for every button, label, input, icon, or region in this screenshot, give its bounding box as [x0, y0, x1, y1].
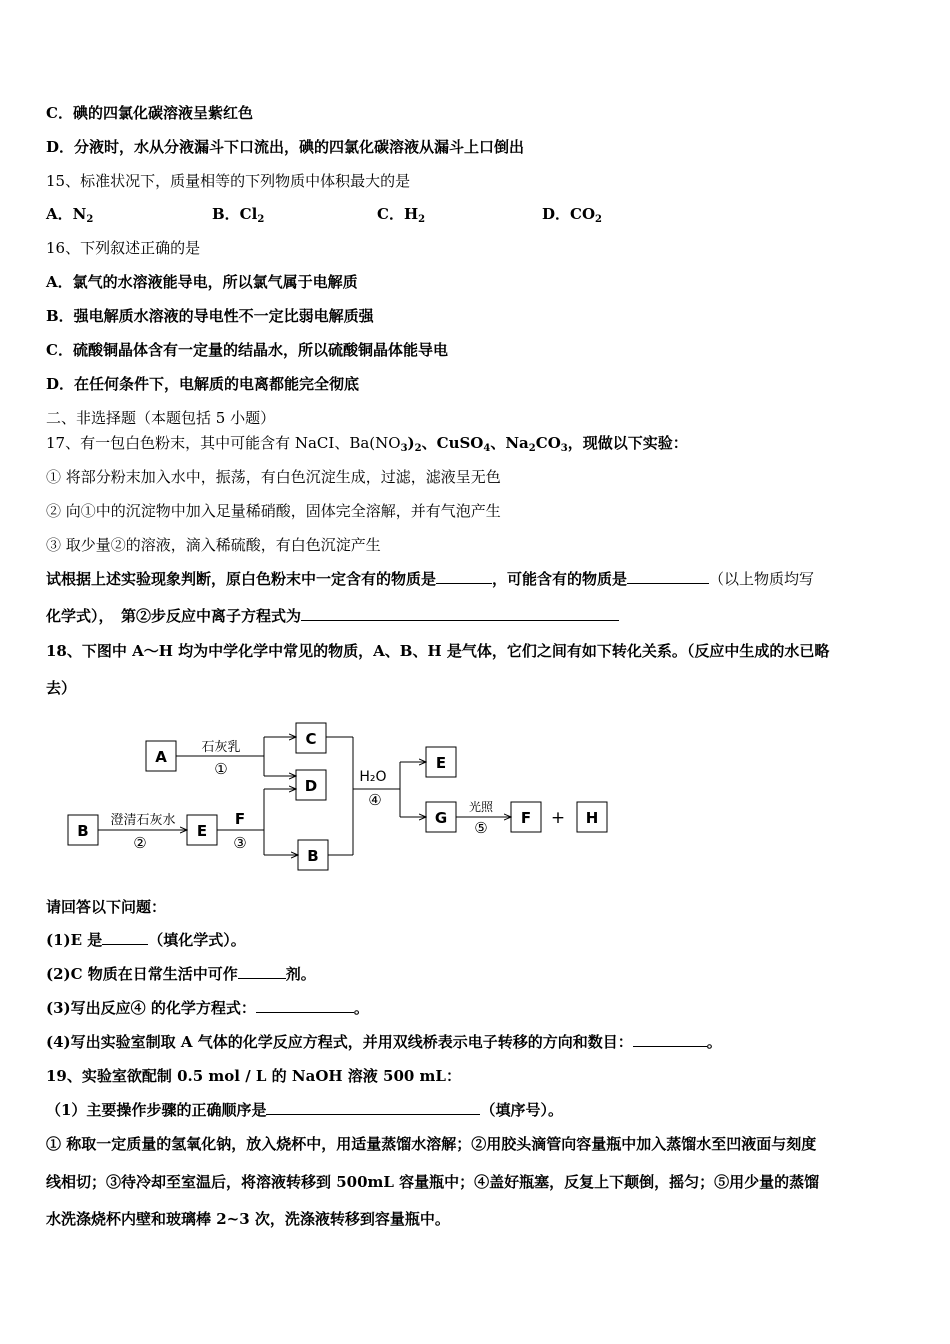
q15-stem: 15、标准状况下，质量相等的下列物质中体积最大的是	[46, 172, 411, 190]
label-water: H₂O	[359, 769, 387, 785]
q14-option-d: D．分液时，水从分液漏斗下口流出，碘的四氯化碳溶液从漏斗上口倒出	[46, 138, 525, 156]
label-E: E	[435, 754, 447, 772]
q15-option-a: A．$N_2$	[46, 205, 94, 225]
q16-option-a: A．氯气的水溶液能导电，所以氯气属于电解质	[46, 273, 358, 291]
label-H: H	[585, 809, 599, 827]
q15-option-c: C．$H_2$	[377, 205, 426, 225]
q19-paragraph-line-2: 线相切；③待冷却至室温后，将溶液转移到 500mL 容量瓶中；④盖好瓶塞，反复上下颠倒，摇匀；⑤用少量的蒸馏	[46, 1173, 820, 1191]
label-F: F	[520, 809, 532, 827]
q18-prompt: 请回答以下问题：	[46, 898, 167, 916]
q16-option-c: C．硫酸铜晶体含有一定量的结晶水，所以硫酸铜晶体能导电	[46, 341, 448, 359]
label-E: E	[196, 822, 208, 840]
q18-sub-2: (2)C 物质在日常生活中可作 剂。	[46, 965, 316, 983]
answer-blank[interactable]	[266, 1100, 480, 1115]
label-B: B	[307, 847, 319, 865]
step-1-marker: ①	[214, 760, 228, 778]
q19-stem: 19、实验室欲配制 0.5 mol / L 的 NaOH 溶液 500 mL：	[46, 1067, 461, 1085]
q15-option-b: B．$Cl_2$	[212, 205, 265, 225]
step-3-marker: ③	[233, 834, 247, 852]
q15-option-d: D．$CO_2$	[542, 205, 602, 225]
q16-option-b: B．强电解质水溶液的导电性不一定比弱电解质强	[46, 307, 374, 325]
step-5-marker: ⑤	[474, 819, 488, 837]
q18-stem-1: 18、下图中 A～H 均为中学化学中常见的物质，A、B、H 是气体，它们之间有如下转化关系。（反应中生成的水已略	[46, 642, 830, 660]
answer-blank[interactable]	[238, 964, 286, 979]
q16-option-d: D．在任何条件下，电解质的电离都能完全彻底	[46, 375, 360, 393]
step-4-marker: ④	[368, 791, 382, 809]
label-C: C	[305, 730, 317, 748]
q19-paragraph-line-3: 水洗涤烧杯内壁和玻璃棒 2~3 次，洗涤液转移到容量瓶中。	[46, 1210, 450, 1228]
q17-step-1: ① 将部分粉末加入水中，振荡，有白色沉淀生成，过滤，滤液呈无色	[46, 468, 501, 486]
q17-stem: 17、有一包白色粉末，其中可能含有 NaCI、$Ba(NO_3)_2$、CuSO$_4$、$Na_2CO_3$，现做以下实验：	[46, 434, 688, 454]
section-heading: 二、非选择题（本题包括 5 小题）	[46, 409, 276, 427]
plus-sign: +	[550, 808, 566, 828]
q14-option-c: C．碘的四氯化碳溶液呈紫红色	[46, 104, 253, 122]
q19-sub-1: （1）主要操作步骤的正确顺序是 （填序号）。	[46, 1101, 563, 1119]
label-lime-milk: 石灰乳	[201, 740, 241, 755]
q18-sub-1: (1)E 是 （填化学式）。	[46, 931, 246, 949]
label-B: B	[77, 822, 89, 840]
step-2-marker: ②	[133, 834, 147, 852]
q18-sub-3: (3)写出反应④ 的化学方程式： 。	[46, 999, 369, 1017]
answer-blank[interactable]	[633, 1032, 707, 1047]
q17-step-2: ② 向①中的沉淀物中加入足量稀硝酸，固体完全溶解，并有气泡产生	[46, 502, 501, 520]
answer-blank[interactable]	[102, 930, 148, 945]
label-light: 光照	[468, 800, 494, 814]
label-D: D	[304, 777, 318, 795]
q17-question-line-1: 试根据上述实验现象判断，原白色粉末中一定含有的物质是 ，可能含有的物质是 （以上物质均写	[46, 570, 815, 588]
q17-step-3: ③ 取少量②的溶液，滴入稀硫酸，有白色沉淀产生	[46, 536, 381, 554]
label-A: A	[155, 748, 167, 766]
label-clear-limewater: 澄清石灰水	[110, 813, 176, 828]
q19-paragraph-line-1: ① 称取一定质量的氢氧化钠，放入烧杯中，用适量蒸馏水溶解；②用胶头滴管向容量瓶中加入蒸馏水至凹液面与刻度	[46, 1135, 817, 1153]
q18-sub-4: (4)写出实验室制取 A 气体的化学反应方程式，并用双线桥表示电子转移的方向和数目： 。	[46, 1033, 722, 1051]
label-reagent-F: F	[234, 810, 246, 828]
q17-question-line-2: 化学式）， 第②步反应中离子方程式为	[46, 606, 619, 626]
q16-stem: 16、下列叙述正确的是	[46, 239, 201, 257]
label-G: G	[434, 809, 448, 827]
q18-stem-2: 去）	[46, 679, 77, 697]
answer-blank[interactable]	[256, 998, 354, 1013]
